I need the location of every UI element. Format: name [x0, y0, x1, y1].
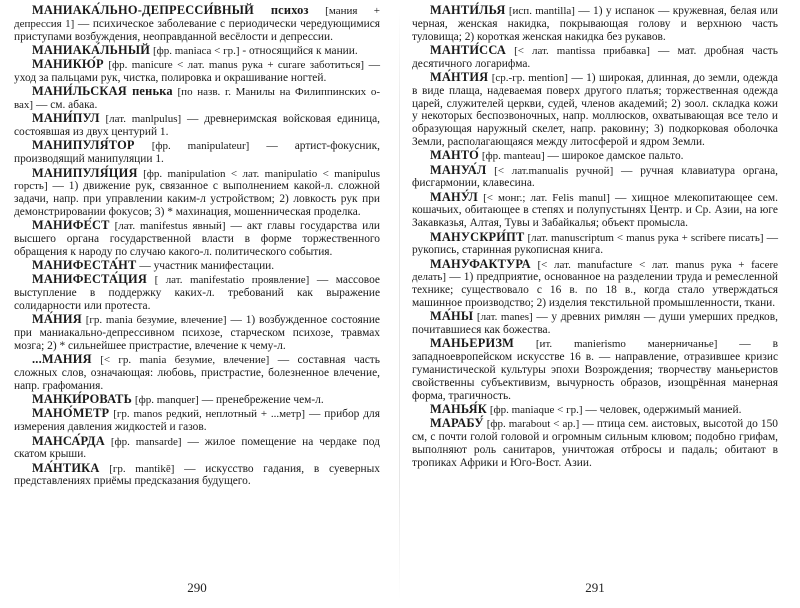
headword: МА́НТИКА	[32, 460, 100, 475]
dictionary-entry	[14, 58, 380, 85]
etymology: [фр. mansarde]	[110, 435, 182, 448]
headword: МАНЬЯ́К	[430, 401, 487, 416]
dictionary-entry	[14, 85, 380, 112]
right-page	[412, 4, 778, 604]
definition: — 1) движение рук, связанное с выполнением какой-л. сложной задачи, напр. при управлении каким-л устройством; 2) ловкость рук при демонстрировании фокусов; 3) * махинация, мошенническая проделка.	[14, 180, 380, 218]
dictionary-entry	[412, 4, 778, 43]
dictionary-entry	[14, 462, 380, 489]
etymology: [лат. manes]	[476, 311, 533, 324]
definition: — искусство гадания, в суеверных представлениях приёмы предсказания будущего.	[14, 462, 380, 488]
dictionary-entry	[412, 258, 778, 310]
etymology: [фр. manteau]	[481, 150, 545, 163]
etymology: [ лат. manifestatio проявление]	[154, 274, 310, 287]
etymology: [ит. manierismo манерничанье]	[535, 338, 718, 351]
headword: МАНТИ́ЛЬЯ	[430, 3, 506, 17]
definition: — психическое заболевание с периодически чередующимися приступами возбуждения, неоправданной весёлости и депрессии.	[14, 17, 380, 43]
headword: МАНЬЕРИЗМ	[430, 336, 514, 351]
etymology: [фр. maniaca < гр.]	[152, 44, 240, 57]
headword: МА́НИЯ	[32, 312, 82, 327]
headword: МАНСА́РДА	[32, 433, 105, 448]
dictionary-entry	[412, 403, 778, 417]
etymology: [ср.-гр. mention]	[491, 71, 568, 84]
etymology: [< лат.manualis ручной]	[494, 164, 614, 177]
page-number: 290	[187, 580, 207, 595]
headword: МАНИАКА́ЛЬНЫЙ	[32, 42, 151, 57]
dictionary-entry	[14, 112, 380, 139]
etymology: [гр. manos редкий, неплотный + ...метр]	[113, 408, 306, 421]
headword: МАНИ́ЛЬСКАЯ пенька	[32, 84, 173, 99]
etymology: [< гр. mania безумие, влечение]	[100, 354, 270, 367]
definition: — акт главы государства или высшего органа государственной власти в форме торжественного обращения к народу по случаю какого-л. политического события.	[14, 220, 380, 258]
etymology: [лат. manlpulus]	[105, 113, 182, 126]
dictionary-entry	[412, 149, 778, 163]
definition: — мат. дробная часть десятичного логарифма.	[412, 44, 778, 70]
dictionary-entry	[14, 4, 380, 43]
definition: — составная часть сложных слов, означающая: любовь, пристрастие, болезненное влечение, напр. графомания.	[14, 354, 380, 392]
definition: — см. абака.	[35, 99, 98, 112]
right-entries	[412, 4, 778, 469]
etymology: [фр. marabout < ар.]	[486, 418, 580, 431]
etymology: [мания + депрессия 1]	[14, 5, 380, 30]
headword: МАНИФЕСТА́ЦИЯ	[32, 272, 147, 287]
headword: МАНУСКРИ́ПТ	[430, 229, 525, 244]
definition: — 1) предприятие, основанное на разделении труда и ремесленной технике; существовало с 16 в. по 18 в., когда стало утверждаться машинное производство; 2) изделия текстильной промышленности, ткани.	[412, 271, 778, 310]
etymology: [исп. mantilla]	[508, 5, 575, 17]
etymology: [фр. manipulation < лат. manipulatio < manipulus горсть]	[14, 167, 380, 193]
definition: — широкое дамское пальто.	[547, 150, 684, 163]
etymology: [фр. manipulateur]	[151, 140, 250, 153]
dictionary-entry	[14, 273, 380, 312]
dictionary-entry	[14, 139, 380, 166]
headword: МАНИ́ПУЛ	[32, 111, 100, 126]
definition: — ручная клавиатура органа, фисгармонии, клавесина.	[412, 164, 778, 190]
headword: МАНИФЕСТА́НТ	[32, 258, 137, 273]
etymology: [лат. manuscriptum < manus рука + scribere писать]	[527, 231, 764, 244]
definition: — 1) широкая, длинная, до земли, одежда в виде плаща, надеваемая поверх другого платья; торжественная одежда царей, служителей церкви, судей, членов академий; 2) зоол. складка кожи у некоторых беспозвоночных, напр. моллюсков, охватывающая все тело и образующая наружный скелет, напр. раковину; 3) подкорковая оболочка Земли, располагающаяся между литосферой и ядром Земли.	[412, 71, 778, 148]
headword: МАРАБУ́	[430, 416, 484, 431]
definition: — массовое выступление в поддержку каких-л. требований как выражение солидарности или протеста.	[14, 274, 380, 313]
etymology: [< лат. manufacture < лат. manus рука + facere делать]	[412, 258, 778, 284]
definition: — птица сем. аистовых, высотой до 150 см, с почти голой головой и огромным сильным клювом; подобно грифам, выполняют роль санитаров, уничтожая отбросы и падаль; обитают в тропиках Африки и Юго-Вост. Азии.	[412, 418, 778, 469]
definition: — артист-фокусник, производящий манипуляции 1.	[14, 140, 380, 166]
definition: - относящийся к мании.	[242, 44, 358, 57]
dictionary-entry	[14, 435, 380, 462]
definition: — хищное млекопитающее сем. кошачьих, обитающее в степях и полупустынях Центр. и Ср. Азии, на юге Закавказья, Алтая, Тувы и Забайкалья; объект промысла.	[412, 191, 778, 230]
dictionary-entry	[412, 191, 778, 230]
definition: — древнеримская войсковая единица, состоявшая из двух центурий 1.	[14, 113, 380, 139]
definition: — уход за пальцами рук, чистка, полировка и окрашивание ногтей.	[14, 59, 380, 84]
dictionary-entry	[412, 164, 778, 191]
headword: МАНУФАКТУРА	[430, 256, 531, 271]
definition: — прибор для измерения давления жидкостей и газов.	[14, 408, 380, 434]
dictionary-entry	[412, 231, 778, 258]
dictionary-entry	[412, 44, 778, 71]
headword: МА́НЫ	[430, 309, 474, 324]
headword: МАНУ́Л	[430, 189, 478, 204]
headword: МАНУА́Л	[430, 162, 487, 177]
dictionary-entry	[14, 259, 380, 273]
dictionary-entry	[14, 407, 380, 434]
headword: МА́НТИЯ	[430, 69, 489, 84]
headword: МАНИПУЛЯ́ТОР	[32, 138, 135, 153]
dictionary-entry	[412, 71, 778, 149]
headword: МАНТИ́ССА	[430, 42, 507, 57]
etymology: [гр. mantikē]	[109, 462, 175, 475]
etymology: [фр. manicure < лат. manus рука + curare заботиться]	[108, 59, 365, 72]
etymology: [гр. mania безумие, влечение]	[85, 314, 227, 327]
headword: МАНИПУЛЯ́ЦИЯ	[32, 165, 138, 180]
definition: — 1) возбужденное состояние при маниакально-депрессивном психозе, старческом психозе, травмах мозга; 2) * сильнейшее пристрастие, влечение к чему-л.	[14, 314, 380, 352]
etymology: [фр. maniaque < гр.]	[489, 403, 583, 416]
headword: МАНИФЕ́СТ	[32, 218, 110, 233]
etymology: [< монг.; лат. Felis manul]	[483, 191, 610, 204]
headword: МАНКИ́РОВАТЬ	[32, 392, 133, 407]
dictionary-entry	[14, 167, 380, 219]
dictionary-entry	[14, 219, 380, 258]
definition: — у древних римлян — души умерших предков, почитавшиеся как божества.	[412, 311, 778, 337]
dictionary-entry	[14, 44, 380, 58]
etymology: [< лат. mantissa прибавка]	[514, 44, 650, 57]
page-number: 291	[585, 580, 605, 595]
definition: — жилое помещение на чердаке под скатом крыши.	[14, 435, 380, 461]
etymology: [по назв. г. Манилы на Филиппинских о-вах]	[14, 86, 380, 112]
definition: — человек, одержимый манией.	[585, 403, 742, 416]
dictionary-entry	[14, 393, 380, 407]
definition: — пренебрежение чем-л.	[201, 394, 324, 407]
etymology: [лат. manifestus явный]	[114, 220, 226, 233]
dictionary-entry	[412, 310, 778, 337]
page-gutter	[399, 8, 400, 600]
dictionary-entry	[412, 337, 778, 402]
definition: — 1) у испанок — кружевная, белая или черная, женская накидка, покрывающая голову и верхнюю часть туловища; 2) короткая женская накидка без рукавов.	[412, 5, 778, 43]
definition: — участник манифестации.	[139, 260, 275, 273]
dictionary-entry	[412, 417, 778, 469]
dictionary-entry	[14, 353, 380, 392]
headword: МАНТО́	[430, 148, 480, 163]
etymology: [фр. manquer]	[134, 394, 199, 407]
headword: МАНО́МЕТР	[32, 406, 110, 421]
definition: — в западноевропейском искусстве 16 в. — направление, отразившее кризис гуманистической культуры эпохи Возрождения; творчеству маньеристов свойственны субъективизм, вычурность образов, изощрённая манерная форма, трагичность.	[412, 338, 778, 402]
definition: — рукопись, старинная рукописная книга.	[412, 231, 779, 257]
dictionary-entry	[14, 313, 380, 352]
left-entries	[14, 4, 380, 488]
headword: МАНИКЮ́Р	[32, 57, 104, 72]
left-page	[14, 4, 380, 604]
headword: ...МАНИЯ	[32, 352, 92, 367]
headword: МАНИАКА́ЛЬНО-ДЕПРЕССИ́ВНЫЙ психоз	[32, 3, 309, 17]
